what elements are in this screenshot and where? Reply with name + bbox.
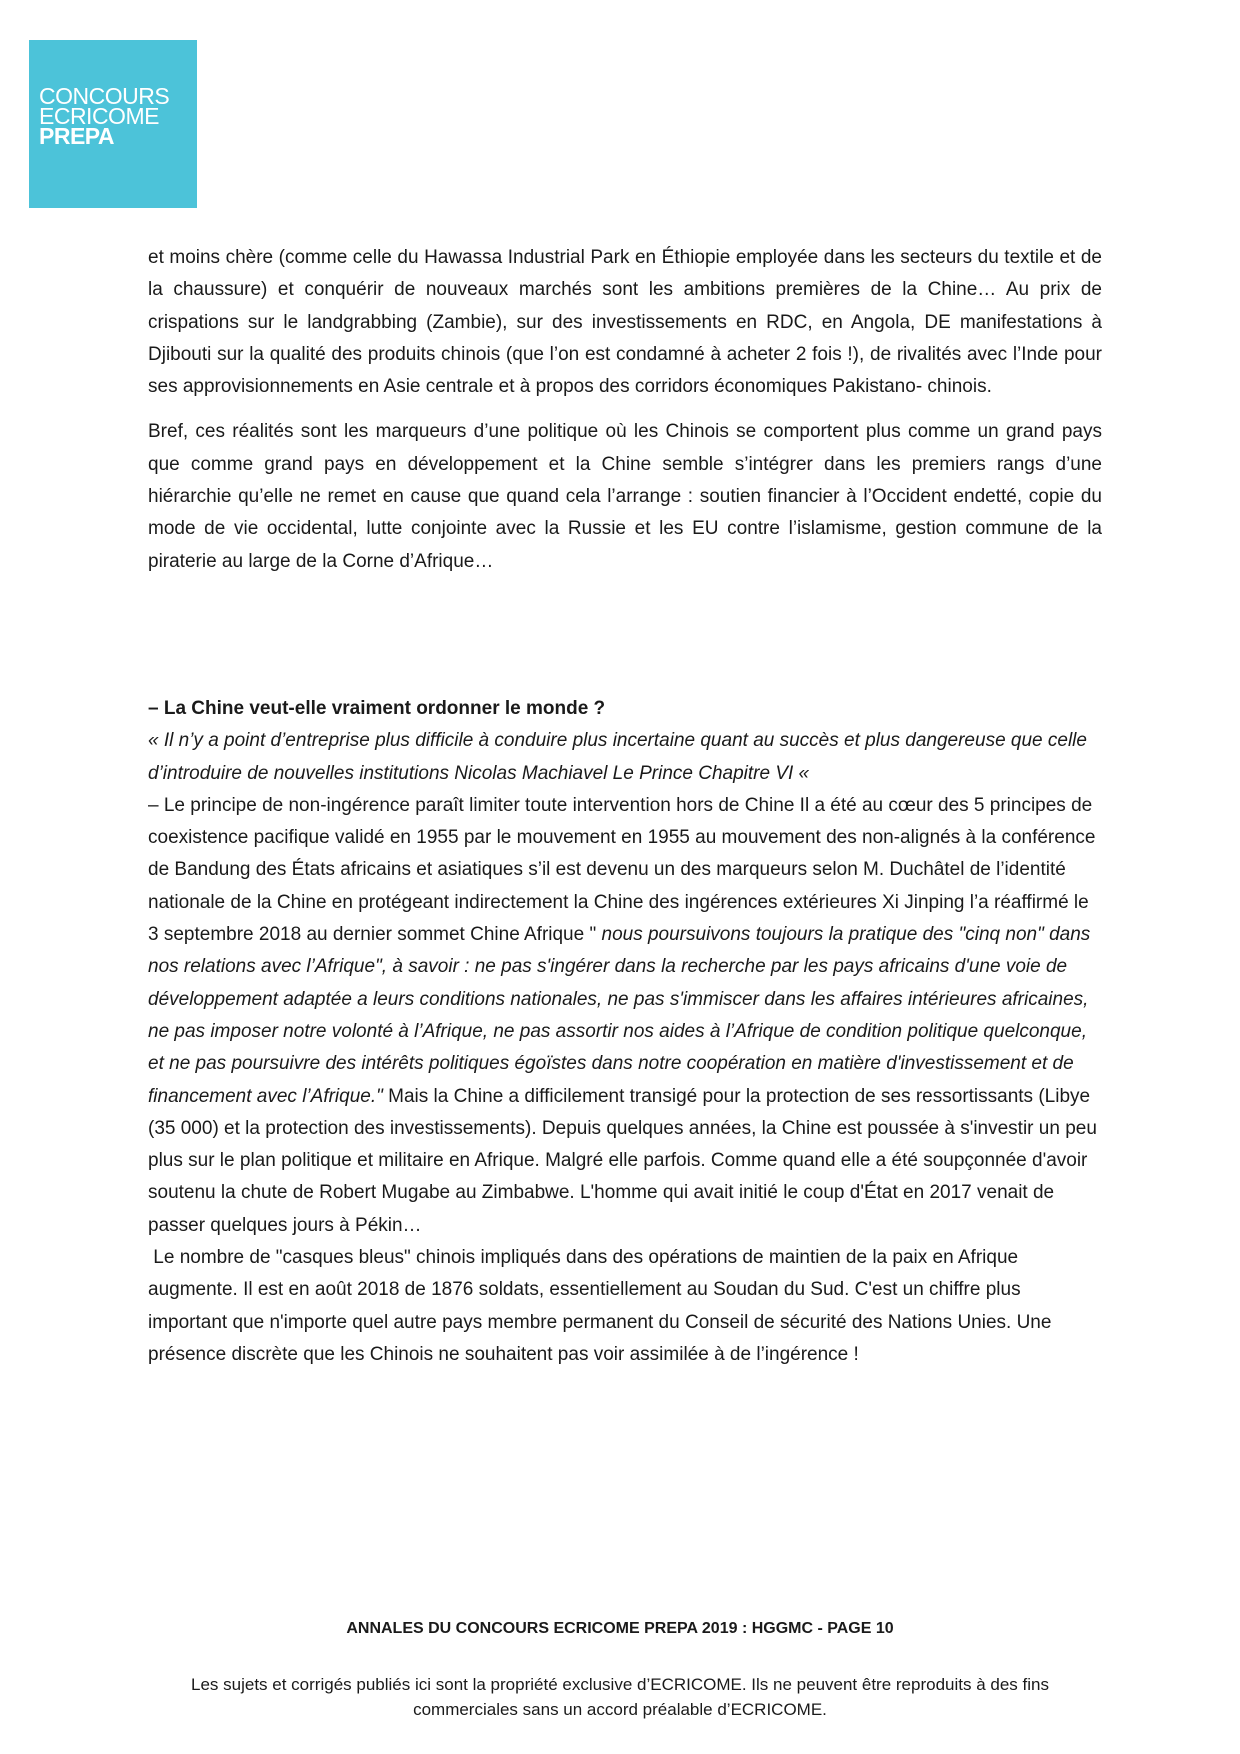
- xi-jinping-quote: nous poursuivons toujours la pratique des "cinq non" dans nos relations avec l’Afrique", à savoir : ne pas s'ingérer dans la recherche par les pays africains d'une voie de développement adaptée a leurs conditions nationales, ne pas s'immiscer dans les affaires intérieures africaines, ne pas imposer notre volonté à l’Afrique, ne pas assortir nos aides à l’Afrique de condition politique quelconque, et ne pas poursuivre des intérêts politiques égoïstes dans notre coopération en matière d'investissement et de financement avec l’Afrique.": [148, 924, 1091, 1107]
- epigraph-quote: « Il n’y a point d’entreprise plus difficile à conduire plus incertaine quant au succès et plus dangereuse que celle d’introduire de nouvelles institutions Nicolas Machiavel Le Prince Chapitre VI «: [148, 730, 1087, 784]
- page-body: [148, 242, 1102, 1371]
- section-body-paragraph: [148, 790, 1102, 1242]
- body-text-start: – Le principe de non-ingérence paraît limiter toute intervention hors de Chine Il a été au cœur des 5 principes de coexistence pacifique validé en 1955 par le mouvement en 1955 au mouvement des non-alignés à la conférence de Bandung des États africains et asiatiques s’il est devenu un des marqueurs selon M. Duchâtel de l’identité nationale de la Chine en protégeant indirectement la Chine des ingérences extérieures Xi Jinping l’a réaffirmé le 3 septembre 2018 au dernier sommet Chine Afrique ": [148, 794, 1096, 946]
- footer-title: ANNALES DU CONCOURS ECRICOME PREPA 2019 : HGGMC - PAGE 10: [346, 1620, 894, 1637]
- body-text-end: Mais la Chine a difficilement transigé pour la protection de ses ressortissants (Libye (35 000) et la protection des investissements). Depuis quelques années, la Chine est poussée à s'investir un peu plus sur le plan politique et militaire en Afrique. Malgré elle parfois. Comme quand elle a été soupçonnée d'avoir soutenu la chute de Robert Mugabe au Zimbabwe. L'homme qui avait initié le coup d'État en 2017 venait de passer quelques jours à Pékin…: [148, 1085, 1097, 1236]
- paragraph-continuation: et moins chère (comme celle du Hawassa Industrial Park en Éthiopie employée dans les secteurs du textile et de la chaussure) et conquérir de nouveaux marchés sont les ambitions premières de la Chine… Au prix de crispations sur le landgrabbing (Zambie), sur des investissements en RDC, en Angola, DE manifestations à Djibouti sur la qualité des produits chinois (que l’on est condamné à acheter 2 fois !), de rivalités avec l’Inde pour ses approvisionnements en Asie centrale et à propos des corridors économiques Pakistano- chinois.: [148, 247, 1102, 398]
- section-heading: – La Chine veut-elle vraiment ordonner le monde ?: [148, 697, 606, 719]
- paragraph-bref: Bref, ces réalités sont les marqueurs d’une politique où les Chinois se comportent plus comme un grand pays que comme grand pays en développement et la Chine semble s’intégrer dans les premiers rangs d’une hiérarchie qu’elle ne remet en cause que quand cela l’arrange : soutien financier à l’Occident endetté, copie du mode de vie occidental, lutte conjointe avec la Russie et les EU contre l’islamisme, gestion commune de la piraterie au large de la Corne d’Afrique…: [148, 421, 1102, 572]
- logo-line-ecricome: ECRICOME: [39, 103, 159, 129]
- footer-copyright-note: Les sujets et corrigés publiés ici sont la propriété exclusive d’ECRICOME. Ils ne peuvent être reproduits à des fins commerciales sans un accord préalable d’ECRICOME.: [191, 1675, 1049, 1719]
- logo-line-prepa: PREPA: [39, 123, 115, 149]
- logo-line-concours: CONCOURS: [39, 83, 170, 109]
- casques-bleus-paragraph: Le nombre de "casques bleus" chinois impliqués dans des opérations de maintien de la paix en Afrique augmente. Il est en août 2018 de 1876 soldats, essentiellement au Soudan du Sud. C'est un chiffre plus important que n'importe quel autre pays membre permanent du Conseil de sécurité des Nations Unies. Une présence discrète que les Chinois ne souhaitent pas voir assimilée à de l’ingérence !: [148, 1247, 1057, 1365]
- ecricome-logo: [29, 40, 197, 208]
